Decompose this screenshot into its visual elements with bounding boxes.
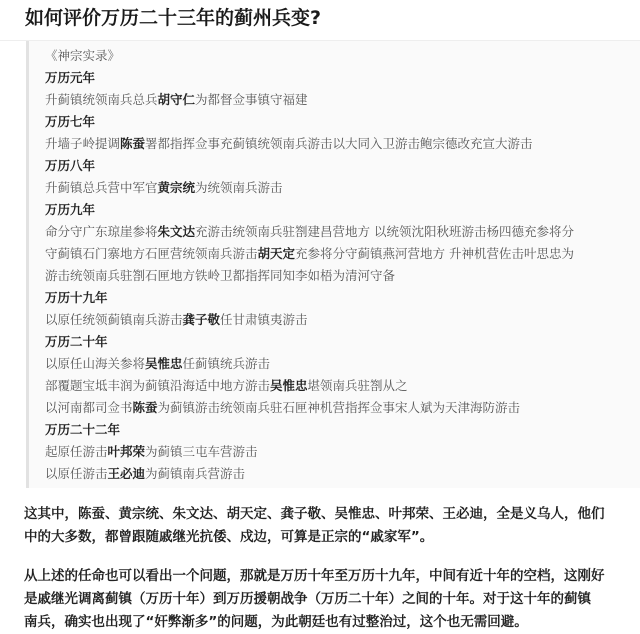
paragraph-line: 这其中，陈蚕、黄宗统、朱文达、胡天定、龚子敬、吴惟忠、叶邦荣、王必迪，全是义乌人，他们 [24, 506, 605, 522]
person-name: 黄宗统 [157, 180, 196, 195]
quote-text-line [45, 245, 635, 262]
person-name: 胡守仁 [157, 92, 196, 107]
quote-text-segment: 为蓟镇南兵营游击 [145, 466, 246, 481]
quote-text-segment: 起原任游击 [45, 444, 108, 459]
quote-year-heading: 万历二十二年 [45, 422, 121, 437]
quote-text-line [45, 465, 635, 482]
person-name: 王必迪 [107, 466, 146, 481]
quote-text-line [45, 267, 635, 284]
quote-text-segment: 部覆题宝坻丰润为蓟镇沿海适中地方游击 [45, 378, 271, 393]
person-name: 朱文达 [157, 224, 196, 239]
quote-text-line [45, 443, 635, 460]
quote-text-segment: 任蓟镇统兵游击 [182, 356, 271, 371]
body-paragraph [24, 503, 620, 549]
quote-text-segment: 充参将分守蓟镇燕河营地方 升神机营佐击叶思忠为 [295, 246, 575, 261]
quote-text-segment: 为蓟镇三屯车营游击 [145, 444, 258, 459]
paragraph-line: 中的大多数，都曾跟随戚继光抗倭、戍边，可算是正宗的“戚家军”。 [24, 529, 434, 545]
quote-text-segment: 以原任山海关参将 [45, 356, 146, 371]
quote-year-heading: 万历二十年 [45, 334, 108, 349]
quote-text-segment: 以原任游击 [45, 466, 108, 481]
paragraph-line: 从上述的任命也可以看出一个问题，那就是万历十年至万历十九年，中间有近十年的空档，这刚好 [24, 568, 605, 584]
quote-year-heading: 万历十九年 [45, 290, 108, 305]
quote-text-segment: 堪领南兵驻劄从之 [307, 378, 408, 393]
quote-text-line [45, 399, 635, 416]
paragraph-line: 是戚继光调离蓟镇（万历十年）到万历援朝战争（万历二十年）之间的十年。对于这十年的蓟镇 [24, 591, 591, 607]
quote-text-segment: 以河南都司佥书 [45, 400, 133, 415]
quote-text-segment: 任甘肃镇夷游击 [220, 312, 308, 327]
quote-text-segment: 以原任统领蓟镇南兵游击 [45, 312, 183, 327]
quote-year-heading: 万历元年 [45, 70, 96, 85]
person-name: 叶邦荣 [107, 444, 146, 459]
quote-text-line [45, 179, 635, 196]
quote-text-line [45, 355, 635, 372]
quote-text-segment: 署都指挥佥事充蓟镇统领南兵游击以大同入卫游击鲍宗德改充宣大游击 [145, 136, 533, 151]
quote-year-heading: 万历八年 [45, 158, 96, 173]
quote-text-segment: 守蓟镇石门寨地方石匣营统领南兵游击 [45, 246, 258, 261]
quote-block [26, 41, 640, 488]
quote-year-heading: 万历七年 [45, 114, 96, 129]
quote-year-heading: 万历九年 [45, 202, 96, 217]
quote-text-line [45, 223, 635, 240]
quote-text-segment: 升蓟镇统领南兵总兵 [45, 92, 158, 107]
person-name: 胡天定 [257, 246, 296, 261]
quote-text-line [45, 135, 635, 152]
quote-text-segment: 命分守广东琼崖参将 [45, 224, 158, 239]
person-name: 吴惟忠 [270, 378, 308, 393]
quote-text-line [45, 91, 635, 108]
person-name: 陈蚕 [120, 136, 146, 151]
quote-text-segment: 充游击统领南兵驻劄建昌营地方 以统领沈阳秋班游击杨四德充参将分 [195, 224, 575, 239]
quote-text-segment: 为蓟镇游击统领南兵驻石匣神机营指挥佥事宋人斌为天津海防游击 [157, 400, 521, 415]
quote-text-segment: 为统领南兵游击 [195, 180, 283, 195]
quote-text-line [45, 377, 635, 394]
person-name: 吴惟忠 [145, 356, 183, 371]
quote-text-line [45, 311, 635, 328]
body-paragraph [24, 565, 620, 634]
quote-text-segment: 升蓟镇总兵营中军官 [45, 180, 158, 195]
person-name: 陈蚕 [132, 400, 158, 415]
paragraph-line: 南兵，确实也出现了“奸弊渐多”的问题，为此朝廷也有过整治过，这个也无需回避。 [24, 614, 528, 630]
quote-text-segment: 游击统领南兵驻劄石匣地方铁岭卫都指挥同知李如梧为清河守备 [45, 268, 396, 283]
quote-text-segment: 为都督佥事镇守福建 [195, 92, 308, 107]
person-name: 龚子敬 [182, 312, 221, 327]
page-title: 如何评价万历二十三年的蓟州兵变? [25, 7, 322, 29]
quote-text-segment: 升墙子岭提调 [45, 136, 121, 151]
quote-source: 《神宗实录》 [45, 48, 121, 63]
